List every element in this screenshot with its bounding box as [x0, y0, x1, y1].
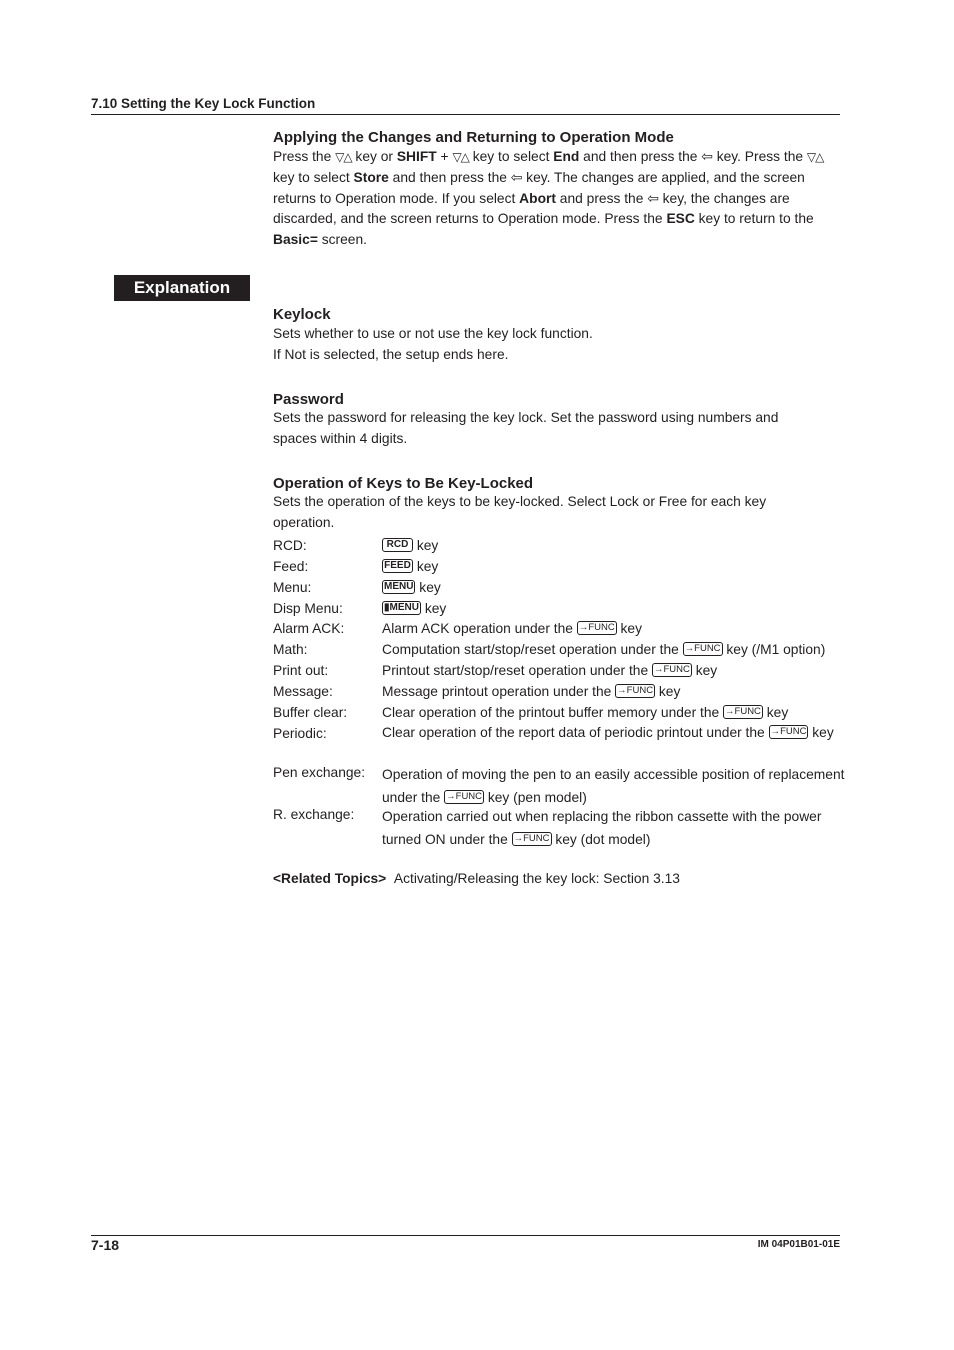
func-key-icon: →FUNC — [446, 791, 483, 803]
func-key-icon: →FUNC — [513, 833, 550, 845]
explanation-label: Explanation — [114, 275, 250, 301]
func-key-icon: →FUNC — [770, 726, 807, 738]
rcd-key-icon: RCD — [382, 538, 413, 552]
enter-key-icon: ⇦ — [647, 190, 659, 206]
enter-key-icon: ⇦ — [510, 169, 523, 185]
header-rule — [91, 114, 840, 115]
operation-text: Sets the operation of the keys to be key-locked. Select Lock or Free for each key operation. — [273, 494, 767, 530]
footer-rule — [91, 1235, 840, 1236]
related-topics-text: Activating/Releasing the key lock: Section 3.13 — [393, 871, 680, 886]
down-up-arrow-icon: ▽△ — [806, 150, 824, 164]
password-text: Sets the password for releasing the key lock. Set the password using numbers and spaces within 4 digits. — [273, 410, 779, 446]
document-id: IM 04P01B01-01E — [757, 1239, 840, 1250]
func-key-icon: →FUNC — [578, 622, 615, 634]
password-heading: Password — [273, 391, 344, 408]
down-up-arrow-icon: ▽△ — [335, 150, 352, 164]
func-key-icon: →FUNC — [617, 685, 654, 697]
disp-menu-key-icon: ▮MENU — [384, 602, 419, 614]
related-topics — [273, 869, 845, 890]
page-number: 7-18 — [91, 1237, 120, 1253]
keylock-text: Sets whether to use or not use the key lock function. If Not is selected, the setup ends here. — [273, 326, 593, 362]
func-key-icon: →FUNC — [684, 643, 721, 655]
related-topics-label: <Related Topics> — [273, 871, 387, 886]
operation-heading: Operation of Keys to Be Key-Locked — [273, 475, 534, 492]
apply-heading: Applying the Changes and Returning to Operation Mode — [273, 129, 674, 146]
keylock-heading: Keylock — [273, 306, 331, 323]
menu-key-icon: MENU — [384, 581, 414, 593]
apply-paragraph: Press the ▽△ key or SHIFT + ▽△ key to select End and then press the ⇦ key. Press the ▽△ key to select Store and then press the ⇦ key. The changes are applied, and the screen returns to Operation mode. If you select Abort and press the ⇦ key, the changes are discarded, and the screen returns to Operation mode. Press the ESC key to return to the Basic= screen. — [273, 149, 824, 248]
down-up-arrow-icon: ▽△ — [452, 150, 469, 164]
func-key-icon: →FUNC — [653, 664, 690, 676]
feed-key-icon: FEED — [382, 559, 413, 573]
enter-key-icon: ⇦ — [701, 149, 713, 164]
func-key-icon: →FUNC — [725, 706, 761, 718]
running-head: 7.10 Setting the Key Lock Function — [91, 96, 316, 111]
